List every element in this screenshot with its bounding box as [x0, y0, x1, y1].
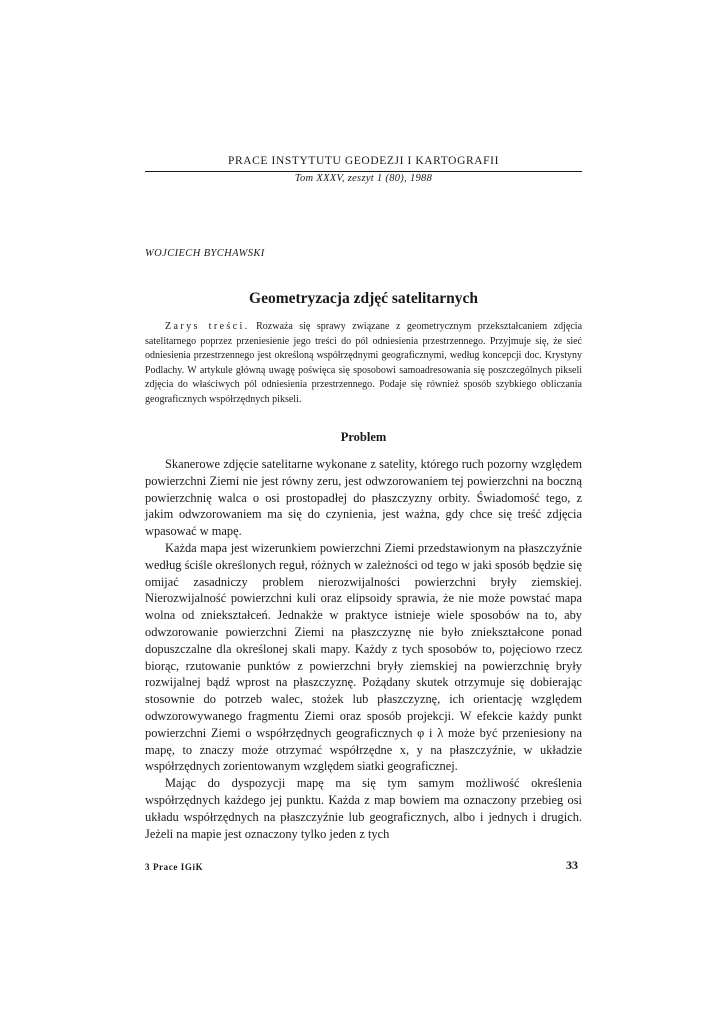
volume-info: Tom XXXV, zeszyt 1 (80), 1988	[294, 173, 433, 184]
body-text	[145, 456, 582, 842]
abstract-text: Rozważa się sprawy związane z geometrycznym przekształcaniem zdjęcia satelitarnego poprzez przeniesienie jego treści do pól odniesienia przestrzennego. Przyjmuje się, że sieć odniesienia przestrzennego jest określoną współrzędnymi geograficznymi, według koncepcji doc. Krystyny Podlachy. W artykule główną uwagę poświęca się sposobowi samoadresowania się poszczególnych pikseli zdjęcia do właściwych pól odniesienia przestrzennego. Podaje się również sposób szybkiego obliczania geograficznych współrzędnych pikseli.	[145, 321, 583, 405]
author-name: WOJCIECH BYCHAWSKI	[145, 248, 265, 259]
abstract	[145, 320, 582, 408]
article-title: Geometryzacja zdjęć satelitarnych	[249, 290, 478, 307]
section-heading: Problem	[340, 430, 387, 444]
body-paragraph: Każda mapa jest wizerunkiem powierzchni Ziemi przedstawionym na płaszczyźnie według ściśle określonych reguł, różnych w zależności od tego w jaki sposób będzie się omijać zasadniczy problem nierozwijalności powierzchni bryły ziemskiej. Nierozwijalność powierzchni kuli oraz elipsoidy sprawia, że nie może powstać mapa wolna od zniekształceń. Jednakże w praktyce istnieje wiele sposobów na to, aby odwzorowanie powierzchni Ziemi na płaszczyznę nie było zniekształcone ponad dopuszczalne dla określonej skali mapy. Każdy z tych sposobów to, pojęciowo rzecz biorąc, rzutowanie punktów z powierzchni bryły ziemskiej na powierzchnię bryły rozwijalnej bądź wprost na płaszczyznę. Pożądany skutek otrzymuje się dobierając stosownie do potrzeb walec, stożek lub płaszczyznę, ich orientację względem odwzorowywanego fragmentu Ziemi oraz sposób projekcji. W efekcie każdy punkt powierzchni Ziemi o współrzędnych geograficznych φ i λ może być przeniesiony na mapę, to znaczy może otrzymać współrzędne x, y na płaszczyźnie, w układzie współrzędnych zorientowanym względem siatki geograficznej.	[145, 540, 582, 774]
footer-signature: 3 Prace IGiK	[145, 862, 204, 872]
journal-title: PRACE INSTYTUTU GEODEZJI I KARTOGRAFII	[227, 155, 500, 167]
body-paragraph: Mając do dyspozycji mapę ma się tym samym możliwość określenia współrzędnych każdego jej punktu. Każda z map bowiem ma oznaczony przebieg osi układu współrzędnych na płaszczyźnie lub geograficznych, albo i jednych i drugich. Jeżeli na mapie jest oznaczony tylko jeden z tych	[145, 776, 582, 841]
header-rule	[145, 171, 582, 172]
page-number: 33	[566, 858, 578, 872]
body-paragraph: Skanerowe zdjęcie satelitarne wykonane z satelity, którego ruch pozorny względem powierzchni Ziemi nie jest równy zeru, jest odwzorowaniem tej powierzchni na boczną powierzchnię walca o osi prostopadłej do płaszczyzny orbity. Świadomość tego, z jakim odwzorowaniem ma się do czynienia, jest ważna, gdy chce się treść zdjęcia wpasować w mapę.	[145, 457, 582, 539]
abstract-label: Zarys treści.	[165, 321, 250, 332]
